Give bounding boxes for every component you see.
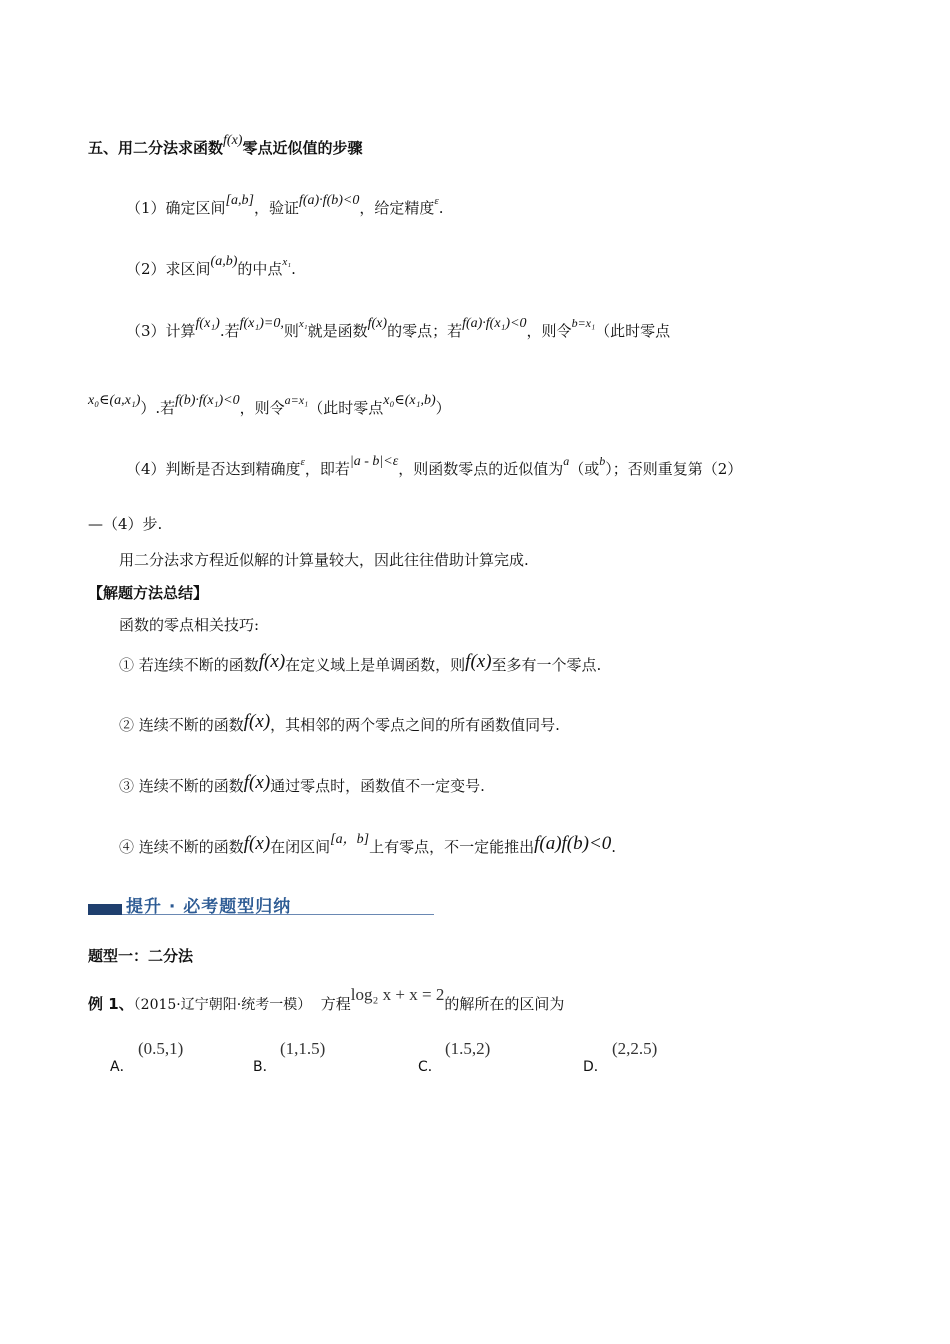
option-b-value: (1,1.5)	[280, 1039, 326, 1058]
math-b: b	[599, 454, 606, 468]
option-a-value: (0.5,1)	[138, 1039, 184, 1058]
math-closed-interval: [a，b]	[330, 832, 370, 847]
math-fx: f(x)	[465, 651, 492, 672]
math-x1: x₁	[298, 318, 308, 330]
tip-4-prefix: ④ 连续不断的函数	[119, 838, 244, 856]
section-title	[88, 133, 363, 160]
summary-intro: 函数的零点相关技巧:	[119, 616, 260, 634]
banner-text: 提升 · 必考题型归纳	[126, 897, 292, 917]
example-text-pre: 方程	[320, 995, 351, 1013]
step-3-text-2: 则	[283, 322, 299, 340]
step-1-end: .	[438, 199, 444, 217]
math-fa-fb: f(a)f(b)<0	[534, 833, 612, 854]
step-4	[126, 454, 743, 481]
step-1	[126, 193, 444, 220]
step-3-text-10: ）	[435, 399, 451, 417]
option-a-letter: A．	[110, 1059, 134, 1075]
example-label: 例 1、	[88, 995, 134, 1013]
step-4-continued: —（4）步.	[88, 515, 163, 533]
step-3-text-1: .若	[219, 322, 240, 340]
math-epsilon: ε	[300, 456, 305, 468]
math-x0-in-a-x1: x₀∈(a,x₁)	[88, 393, 141, 408]
tip-3-end: 通过零点时，函数值不一定变号.	[270, 777, 485, 795]
step-3-text-9: （此时零点	[308, 399, 384, 417]
math-fx: f(x)	[243, 833, 271, 854]
math-fx: f(x)	[258, 651, 286, 672]
tip-1-end: 至多有一个零点.	[491, 656, 602, 674]
math-fb-fx1: f(b)·f(x₁)<0	[175, 393, 240, 408]
step-1-text-2: ，给定精度	[359, 199, 435, 217]
option-c-value: (1.5,2)	[445, 1039, 491, 1058]
step-3-text-6: （此时零点	[595, 322, 671, 340]
step-3-text-5: ，则令	[526, 322, 572, 340]
tip-3	[119, 772, 485, 796]
tip-2-end: ，其相邻的两个零点之间的所有函数值同号.	[270, 716, 560, 734]
note-text: 用二分法求方程近似解的计算量较大，因此往往借助计算完成.	[119, 551, 529, 569]
math-x0-in-x1-b: x₀∈(x₁,b)	[383, 393, 436, 408]
tip-1	[119, 651, 602, 675]
step-1-prefix: （1）确定区间	[126, 199, 226, 217]
tip-3-prefix: ③ 连续不断的函数	[119, 777, 244, 795]
section-title-suffix: 零点近似值的步骤	[242, 139, 363, 157]
example-source: （2015·辽宁朝阳·统考一模）	[133, 997, 312, 1013]
step-3-prefix: （3）计算	[126, 322, 196, 340]
section-banner	[88, 890, 434, 918]
math-fx: f(x)	[243, 772, 271, 793]
math-f-x1: f(x₁)	[195, 316, 220, 331]
math-interval-open: (a,b)	[210, 254, 238, 269]
step-4-text-3: （或	[569, 460, 600, 478]
type-1-heading: 题型一：二分法	[88, 947, 194, 965]
math-fx: f(x)	[243, 711, 271, 732]
example-1	[88, 985, 565, 1015]
math-a: a	[563, 454, 570, 468]
step-3-text-7: ）.若	[140, 399, 176, 417]
math-f-x1-zero: f(x₁)=0,	[239, 316, 284, 331]
step-3-text-3: 就是函数	[307, 322, 368, 340]
option-d-value: (2,2.5)	[612, 1039, 658, 1058]
step-4-prefix: （4）判断是否达到精确度	[126, 460, 301, 478]
tip-4	[119, 832, 617, 859]
math-log-equation: log₂ x + x = 2	[350, 985, 445, 1004]
math-fx: f(x)	[367, 316, 388, 331]
tip-4-text: 在闭区间	[270, 838, 331, 856]
step-1-text: ，验证	[253, 199, 299, 217]
option-c-letter: C．	[418, 1059, 442, 1075]
step-3-continued	[88, 393, 451, 420]
math-interval-closed: [a,b]	[225, 193, 254, 208]
section-title-prefix: 五、用二分法求函数	[88, 139, 224, 157]
summary-heading: 【解题方法总结】	[88, 584, 209, 602]
math-b-eq-x1: b=x₁	[571, 316, 596, 330]
step-4-text-2: ，则函数零点的近似值为	[398, 460, 564, 478]
math-fx: f(x)	[223, 133, 243, 148]
math-product-condition: f(a)·f(b)<0	[298, 193, 360, 208]
step-4-text-4: ）；否则重复第（2）	[605, 460, 743, 478]
tip-1-prefix: ① 若连续不断的函数	[119, 656, 259, 674]
math-fa-fx1: f(a)·f(x₁)<0	[462, 316, 527, 331]
step-3	[126, 316, 671, 343]
math-a-eq-x1: a=x₁	[284, 393, 309, 407]
tip-2-prefix: ② 连续不断的函数	[119, 716, 244, 734]
step-2	[126, 254, 296, 281]
math-abs-condition: |a - b|<ε	[349, 454, 399, 469]
option-b-letter: B．	[253, 1059, 277, 1075]
step-4-text-1: ，即若	[304, 460, 350, 478]
tip-2	[119, 711, 560, 735]
banner-bar	[88, 904, 122, 915]
step-2-prefix: （2）求区间	[126, 260, 211, 278]
step-2-text: 的中点	[237, 260, 283, 278]
step-3-text-4: 的零点；若	[387, 322, 463, 340]
math-epsilon: ε	[434, 195, 439, 207]
step-3-text-8: ，则令	[239, 399, 285, 417]
example-text-post: 的解所在的区间为	[444, 995, 565, 1013]
step-2-end: .	[291, 260, 296, 278]
tip-4-end: .	[611, 838, 617, 856]
option-d-letter: D．	[583, 1059, 608, 1075]
tip-4-text-2: 上有零点，不一定能推出	[369, 838, 535, 856]
tip-1-text: 在定义域上是单调函数，则	[285, 656, 466, 674]
math-x1: x₁	[282, 256, 292, 268]
